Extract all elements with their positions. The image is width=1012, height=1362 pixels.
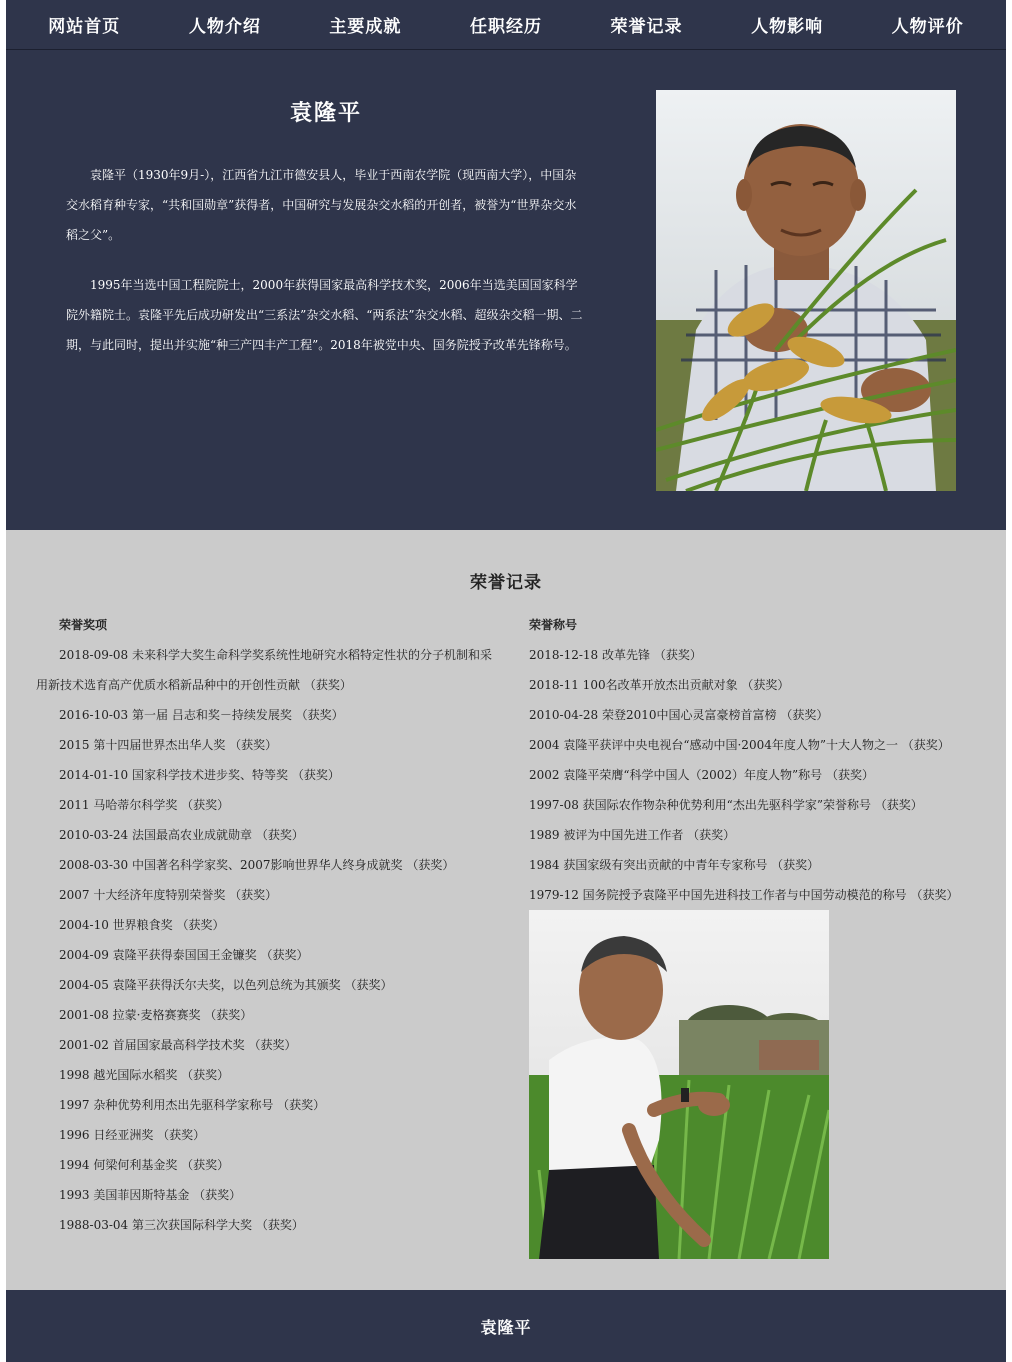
titles-column xyxy=(529,610,999,910)
title-item: 2018-11 100名改革开放杰出贡献对象 （获奖） xyxy=(529,678,790,692)
award-item: 1994 何梁何利基金奖 （获奖） xyxy=(59,1158,230,1172)
awards-column xyxy=(36,610,496,1240)
top-nav xyxy=(6,0,1006,50)
intro-paragraph: 袁隆平（1930年9月-），江西省九江市德安县人，毕业于西南农学院（现西南大学），中国杂交水稻育种专家，“共和国勋章”获得者，中国研究与发展杂交水稻的开创者，被誉为“世界杂交水稻之父”。 xyxy=(66,168,577,242)
title-item: 1997-08 获国际农作物杂种优势利用“杰出先驱科学家”荣誉称号 （获奖） xyxy=(529,798,923,812)
award-item: 2014-01-10 国家科学技术进步奖、特等奖 （获奖） xyxy=(59,768,340,782)
honors-title: 荣誉记录 xyxy=(470,573,542,593)
award-item: 2018-09-08 未来科学大奖生命科学奖系统性地研究水稻特定性状的分子机制和采用新技术选育高产优质水稻新品种中的开创性贡献 （获奖） xyxy=(36,648,493,692)
footer xyxy=(6,1290,1006,1362)
field-photo-rice-paddy xyxy=(529,910,829,1259)
portrait-photo-rice-harvest xyxy=(656,90,956,491)
nav-profile[interactable]: 人物介绍 xyxy=(188,17,261,37)
award-item: 2010-03-24 法国最高农业成就勋章 （获奖） xyxy=(59,828,304,842)
award-item: 2015 第十四届世界杰出华人奖 （获奖） xyxy=(59,738,278,752)
titles-list xyxy=(529,640,999,910)
nav-honors[interactable]: 荣誉记录 xyxy=(610,17,683,37)
footer-title: 袁隆平 xyxy=(480,1317,532,1337)
title-item: 1989 被评为中国先进工作者 （获奖） xyxy=(529,828,736,842)
award-item: 1996 日经亚洲奖 （获奖） xyxy=(59,1128,206,1142)
award-item: 2004-05 袁隆平获得沃尔夫奖，以色列总统为其颁奖 （获奖） xyxy=(59,978,393,992)
title-item: 2004 袁隆平获评中央电视台“感动中国·2004年度人物”十大人物之一 （获奖） xyxy=(529,738,950,752)
award-item: 2007 十大经济年度特别荣誉奖 （获奖） xyxy=(59,888,278,902)
nav-achievements[interactable]: 主要成就 xyxy=(329,17,402,37)
title-item: 1979-12 国务院授予袁隆平中国先进科技工作者与中国劳动模范的称号 （获奖） xyxy=(529,888,959,902)
award-item: 1993 美国菲因斯特基金 （获奖） xyxy=(59,1188,242,1202)
award-item: 2016-10-03 第一届 吕志和奖－持续发展奖 （获奖） xyxy=(59,708,344,722)
awards-heading: 荣誉奖项 xyxy=(59,618,108,632)
award-item: 2001-02 首届国家最高科学技术奖 （获奖） xyxy=(59,1038,297,1052)
page xyxy=(6,0,1006,1362)
intro-paragraph: 1995年当选中国工程院院士，2000年获得国家最高科学技术奖，2006年当选美国国家科学院外籍院士。袁隆平先后成功研发出“三系法”杂交水稻、“两系法”杂交水稻、超级杂交稻一期、二期，与此同时，提出并实施“种三产四丰产工程”。2018年被党中央、国务院授予改革先锋称号。 xyxy=(66,278,583,352)
titles-heading: 荣誉称号 xyxy=(529,618,578,632)
hero-intro xyxy=(66,160,586,380)
honors-section xyxy=(6,530,1006,1290)
nav-influence[interactable]: 人物影响 xyxy=(751,17,824,37)
awards-list xyxy=(36,640,496,1240)
nav-evaluation[interactable]: 人物评价 xyxy=(891,17,964,37)
hero-title: 袁隆平 xyxy=(290,100,363,126)
nav-home[interactable]: 网站首页 xyxy=(48,17,121,37)
hero-section xyxy=(6,50,1006,530)
award-item: 2011 马哈蒂尔科学奖 （获奖） xyxy=(59,798,230,812)
award-item: 1998 越光国际水稻奖 （获奖） xyxy=(59,1068,230,1082)
award-item: 2004-10 世界粮食奖 （获奖） xyxy=(59,918,225,932)
nav-career[interactable]: 任职经历 xyxy=(469,17,542,37)
award-item: 1997 杂种优势利用杰出先驱科学家称号 （获奖） xyxy=(59,1098,326,1112)
award-item: 1988-03-04 第三次获国际科学大奖 （获奖） xyxy=(59,1218,304,1232)
award-item: 2004-09 袁隆平获得泰国国王金镰奖 （获奖） xyxy=(59,948,309,962)
title-item: 2018-12-18 改革先锋 （获奖） xyxy=(529,648,702,662)
award-item: 2008-03-30 中国著名科学家奖、2007影响世界华人终身成就奖 （获奖） xyxy=(59,858,455,872)
title-item: 1984 获国家级有突出贡献的中青年专家称号 （获奖） xyxy=(529,858,820,872)
award-item: 2001-08 拉蒙·麦格赛赛奖 （获奖） xyxy=(59,1008,253,1022)
title-item: 2010-04-28 荣登2010中国心灵富豪榜首富榜 （获奖） xyxy=(529,708,829,722)
title-item: 2002 袁隆平荣膺“科学中国人（2002）年度人物”称号 （获奖） xyxy=(529,768,874,782)
